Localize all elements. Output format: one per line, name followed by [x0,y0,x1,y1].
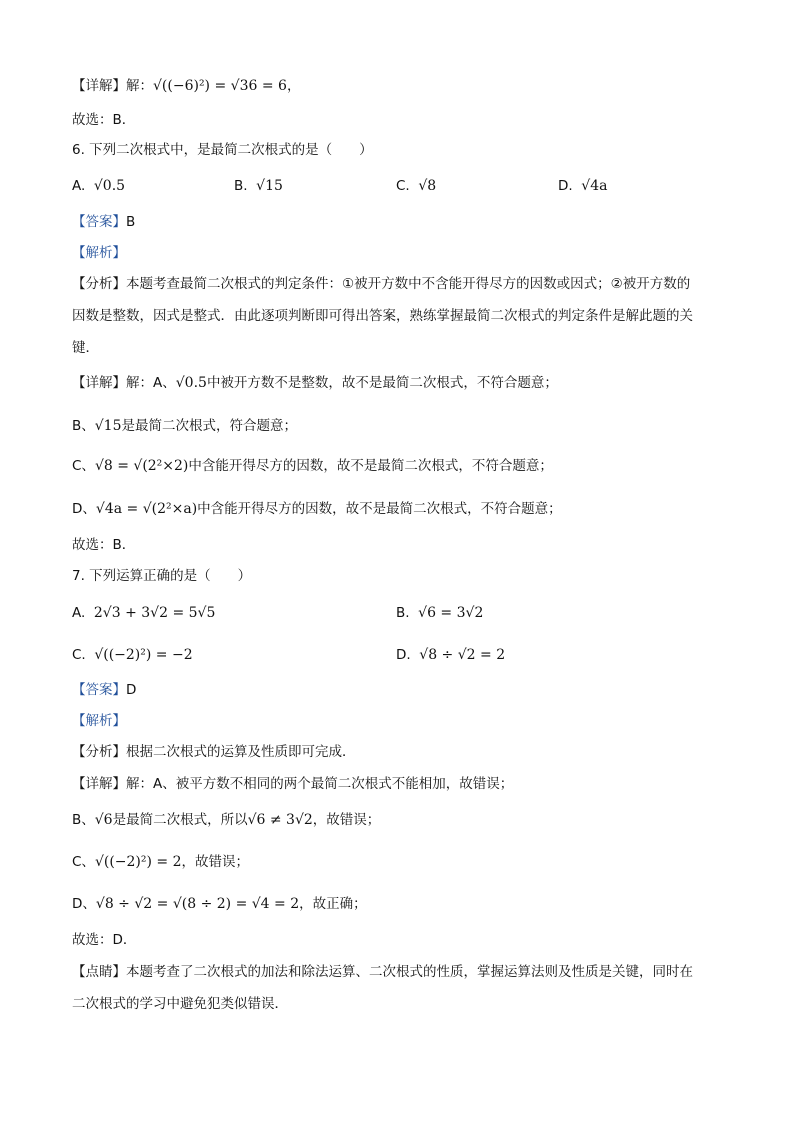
detail-post: 中被开方数不是整数，故不是最简二次根式，不符合题意； [206,375,558,391]
q6-option-a [72,176,125,196]
option-label: D. [558,178,573,194]
analysis-tag: 【分析】 [72,744,126,760]
question-7 [72,566,251,586]
q6-detail-b [72,416,297,436]
option-math: √8 ÷ √2 = 2 [419,647,506,663]
select-line-q5 [72,110,135,130]
q7-option-c [72,645,193,665]
detail-line-q5 [72,76,300,96]
detail-tail: ， [286,78,301,94]
analysis-text: 因数是整数，因式是整式．由此逐项判断即可得出答案，熟练掌握最简二次根式的判定条件是解此题的关 [72,308,693,324]
detail-math: √((−2)²) = 2 [94,854,182,870]
detail-math: √((−6)²) = √36 = 6 [153,78,287,94]
detail-tag: 【详解】 [72,776,126,792]
q7-answer [72,680,136,700]
detail-mid: 是最简二次根式，所以 [112,812,248,828]
option-label: C. [72,647,86,663]
option-label: A. [72,605,86,621]
detail-pre: C、 [72,458,95,474]
q7-detail-b [72,810,380,830]
q6-option-d [558,176,607,196]
detail-post: 是最简二次根式，符合题意； [121,418,298,434]
detail-pre: B、 [72,812,95,828]
detail-post: 中含能开得尽方的因数，故不是最简二次根式，不符合题意； [197,501,562,517]
q7-jiexi [72,711,126,731]
option-label: B. [396,605,410,621]
q7-comment-2 [72,994,288,1014]
analysis-text: 本题考查最简二次根式的判定条件：①被开方数中不含能开得尽方的因数或因式；②被开方数的 [126,276,691,292]
detail-post: ，故错误； [181,854,249,870]
q7-detail-d [72,894,367,914]
q7-detail-a [72,774,513,794]
question-7-text: 7. 下列运算正确的是（ ） [72,568,252,584]
detail-math: √0.5 [175,375,207,391]
option-label: D. [396,647,411,663]
q6-analysis-3 [72,338,99,358]
detail-post: ，故正确； [299,896,367,912]
comment-text: 本题考查了二次根式的加法和除法运算、二次根式的性质，掌握运算法则及性质是关键，同时在 [126,964,693,980]
q7-option-a [72,603,215,623]
detail-tag: 【详解】 [72,78,126,94]
detail-text: 解：A、被平方数不相同的两个最简二次根式不能相加，故错误； [126,776,514,792]
detail-math: √8 ÷ √2 = √(8 ÷ 2) = √4 = 2 [95,896,300,912]
option-math: √((−2)²) = −2 [94,647,193,663]
option-math: √4a [581,178,608,194]
option-label: B. [234,178,248,194]
option-label: A. [72,178,86,194]
q6-detail-d [72,499,562,519]
detail-pre: D、 [72,501,96,517]
q7-comment-1 [72,962,693,982]
q7-select [72,930,136,950]
comment-tag: 【点睛】 [72,964,126,980]
comment-text: 二次根式的学习中避免犯类似错误． [72,996,288,1012]
jiexi-tag: 【解析】 [72,245,126,261]
detail-math: √8 = √(2²×2) [94,458,189,474]
detail-pre: 解：A、 [126,375,176,391]
select-text: 故选：B． [72,537,136,553]
q6-detail-c [72,456,553,476]
analysis-text: 键． [72,340,99,356]
jiexi-tag: 【解析】 [72,713,126,729]
analysis-tag: 【分析】 [72,276,126,292]
q6-option-b [234,176,283,196]
answer-tag: 【答案】 [72,214,126,230]
option-math: √0.5 [93,178,126,194]
detail-pre: C、 [72,854,95,870]
q7-option-b [396,603,483,623]
q6-select [72,535,135,555]
detail-math: √6 ≠ 3√2 [247,812,313,828]
q6-analysis-1 [72,274,690,294]
option-math: √15 [256,178,283,194]
select-text: 故选：B． [72,112,136,128]
detail-pre: B、 [72,418,95,434]
q7-option-d [396,645,505,665]
detail-pre: D、 [72,896,96,912]
option-math: √8 [418,178,437,194]
option-label: C. [396,178,410,194]
select-text: 故选：D． [72,932,137,948]
q6-option-c [396,176,436,196]
detail-text: 解： [126,78,153,94]
q7-analysis [72,742,356,762]
q7-detail-c [72,852,249,872]
q6-detail-a [72,373,558,393]
q6-analysis-2 [72,306,693,326]
answer-text: D [126,682,137,698]
detail-post: ，故错误； [312,812,381,828]
answer-tag: 【答案】 [72,682,126,698]
q6-answer [72,212,135,232]
detail-math: √15 [94,418,122,434]
detail-math: √6 [94,812,113,828]
detail-post: 中含能开得尽方的因数，故不是最简二次根式，不符合题意； [188,458,553,474]
option-math: 2√3 + 3√2 = 5√5 [93,605,216,621]
question-6 [72,140,373,160]
question-6-text: 6. 下列二次根式中，是最简二次根式的是（ ） [72,142,373,158]
q6-jiexi [72,243,126,263]
analysis-text: 根据二次根式的运算及性质即可完成． [126,744,356,760]
detail-tag: 【详解】 [72,375,126,391]
answer-text: B [126,214,136,230]
option-math: √6 = 3√2 [418,605,484,621]
detail-math: √4a = √(2²×a) [95,501,198,517]
